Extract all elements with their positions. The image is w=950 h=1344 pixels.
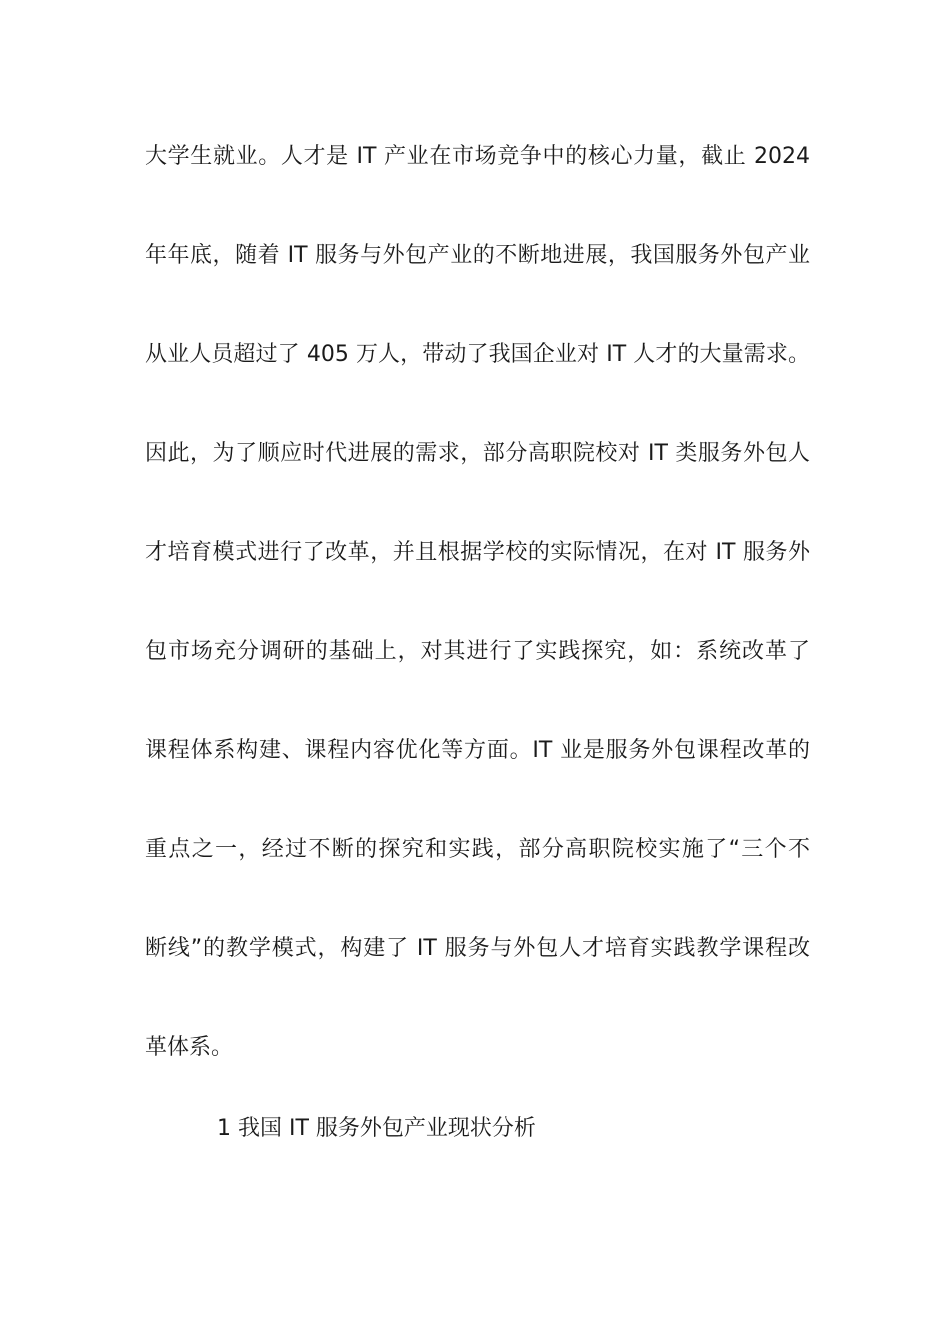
paragraph-line: 断线”的教学模式，构建了 IT 服务与外包人才培育实践教学课程改 — [145, 936, 810, 961]
paragraph-line: 才培育模式进行了改革，并且根据学校的实际情况，在对 IT 服务外 — [145, 540, 810, 565]
section-heading: 1 我国 IT 服务外包产业现状分析 — [217, 1116, 536, 1141]
body-paragraph — [145, 132, 810, 1122]
paragraph-line: 课程体系构建、课程内容优化等方面。IT 业是服务外包课程改革的 — [145, 738, 810, 763]
paragraph-line: 因此，为了顺应时代进展的需求，部分高职院校对 IT 类服务外包人 — [145, 441, 810, 466]
paragraph-line: 大学生就业。人才是 IT 产业在市场竞争中的核心力量，截止 2024 — [145, 144, 810, 169]
paragraph-line: 从业人员超过了 405 万人，带动了我国企业对 IT 人才的大量需求。 — [145, 342, 810, 367]
paragraph-line: 年年底，随着 IT 服务与外包产业的不断地进展，我国服务外包产业 — [145, 243, 810, 268]
paragraph-line: 包市场充分调研的基础上，对其进行了实践探究，如：系统改革了 — [145, 639, 810, 664]
paragraph-line: 重点之一，经过不断的探究和实践，部分高职院校实施了“三个不 — [145, 837, 810, 862]
paragraph-line: 革体系。 — [145, 1035, 234, 1060]
